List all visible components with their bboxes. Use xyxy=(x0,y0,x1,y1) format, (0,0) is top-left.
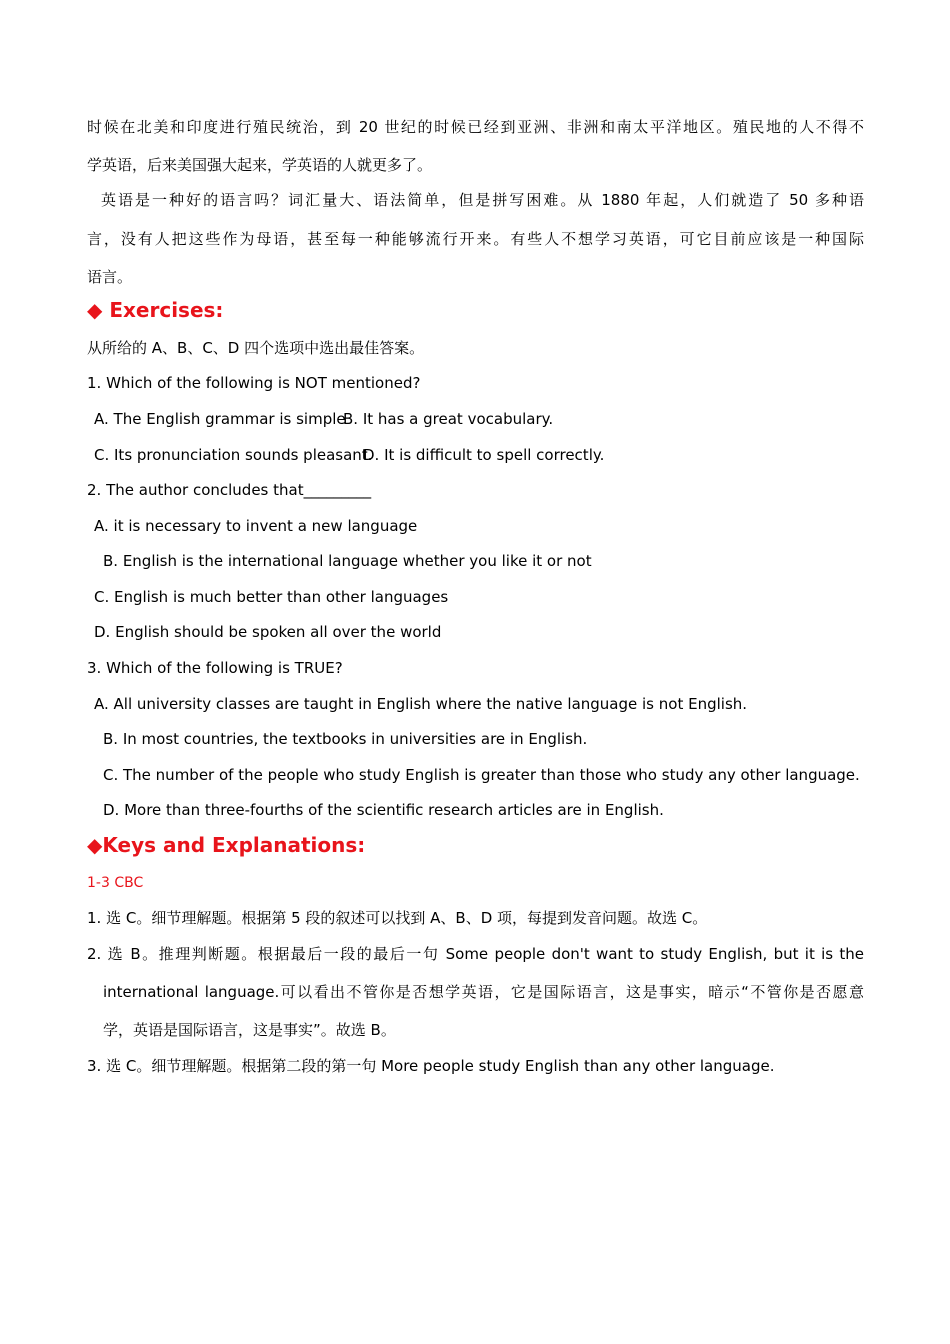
passage-paragraph-1-line-2: 学英语，后来美国强大起来，学英语的人就更多了。 xyxy=(87,156,433,174)
question-1-option-a: A. The English grammar is simple xyxy=(94,410,346,428)
question-3-option-b: B. In most countries, the textbooks in universities are in English. xyxy=(103,730,588,748)
question-3-option-c: C. The number of the people who study English is greater than those who study any other language. xyxy=(103,766,860,784)
question-1-stem: 1. Which of the following is NOT mentioned? xyxy=(87,374,421,392)
question-2-stem: 2. The author concludes that_________ xyxy=(87,481,372,499)
explanation-2-line-3: 学，英语是国际语言，这是事实”。故选 B。 xyxy=(103,1021,396,1039)
passage-paragraph-2-line-3: 语言。 xyxy=(87,268,133,286)
keys-heading: ◆Keys and Explanations: xyxy=(87,833,366,857)
question-2-option-d: D. English should be spoken all over the world xyxy=(94,623,442,641)
question-2-option-b: B. English is the international language whether you like it or not xyxy=(103,552,592,570)
explanation-2-line-2: international language.可以看出不管你是否想学英语，它是国际语言，这是事实，暗示“不管你是否愿意 xyxy=(103,983,864,1001)
passage-paragraph-2-line-2: 言，没有人把这些作为母语，甚至每一种能够流行开来。有些人不想学习英语，可它目前应该是一种国际 xyxy=(87,230,864,248)
question-1-option-b: B. It has a great vocabulary. xyxy=(343,410,554,428)
exercises-instruction: 从所给的 A、B、C、D 四个选项中选出最佳答案。 xyxy=(87,339,425,357)
exercises-heading: ◆ Exercises: xyxy=(87,298,224,322)
passage-paragraph-2-line-1: 英语是一种好的语言吗？词汇量大、语法简单，但是拼写困难。从 1880 年起，人们就造了 50 多种语 xyxy=(101,191,864,209)
explanation-1: 1. 选 C。细节理解题。根据第 5 段的叙述可以找到 A、B、D 项，每提到发音问题。故选 C。 xyxy=(87,909,708,927)
question-1-option-d: D. It is difficult to spell correctly. xyxy=(363,446,605,464)
question-1-option-c: C. Its pronunciation sounds pleasant. xyxy=(94,446,373,464)
question-3-option-a: A. All university classes are taught in English where the native language is not English. xyxy=(94,695,748,713)
answer-key: 1-3 CBC xyxy=(87,875,144,891)
passage-paragraph-1-line-1: 时候在北美和印度进行殖民统治，到 20 世纪的时候已经到亚洲、非洲和南太平洋地区。殖民地的人不得不 xyxy=(87,118,864,136)
explanation-3: 3. 选 C。细节理解题。根据第二段的第一句 More people study English than any other language. xyxy=(87,1057,775,1075)
question-3-option-d: D. More than three-fourths of the scientific research articles are in English. xyxy=(103,801,664,819)
question-3-stem: 3. Which of the following is TRUE? xyxy=(87,659,343,677)
question-2-option-c: C. English is much better than other languages xyxy=(94,588,449,606)
question-2-option-a: A. it is necessary to invent a new language xyxy=(94,517,418,535)
explanation-2-line-1: 2. 选 B。推理判断题。根据最后一段的最后一句 Some people don't want to study English, but it is the xyxy=(87,945,864,963)
